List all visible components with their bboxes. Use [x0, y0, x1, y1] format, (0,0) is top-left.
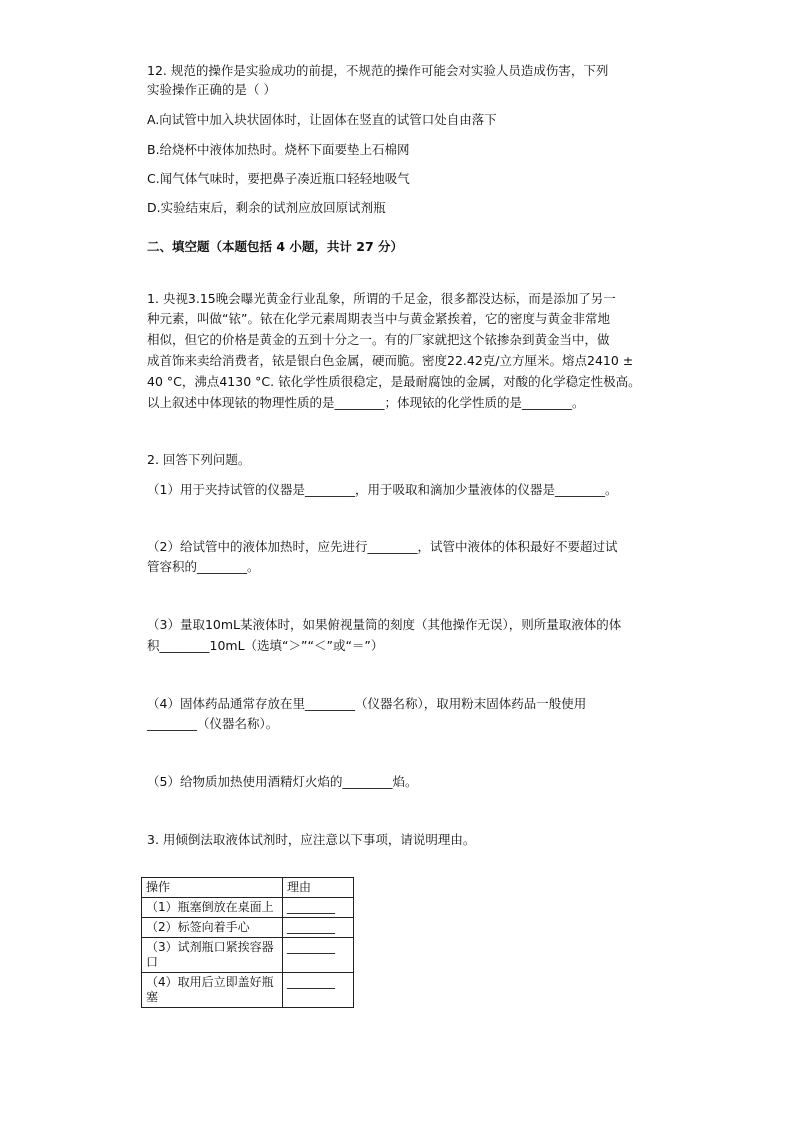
q2-part4-line2: ________（仪器名称）。	[147, 716, 279, 731]
q2-intro: 2. 回答下列问题。	[147, 452, 251, 467]
q2-part2-line1: （2）给试管中的液体加热时，应先进行________，试管中液体的体积最好不要超过试	[147, 539, 618, 554]
q12-option-a: A.向试管中加入块状固体时，让固体在竖直的试管口处自由落下	[147, 112, 497, 127]
q2-part3-line2: 积________10mL（选填“＞”“＜”或“＝”）	[147, 638, 384, 653]
q1-line5: 40 °C，沸点4130 °C. 铱化学性质很稳定，是最耐腐蚀的金属，对酸的化学稳定性极高。	[147, 374, 641, 389]
table-row	[142, 898, 354, 918]
table-cell-reason: ________	[283, 898, 354, 918]
table-row	[142, 973, 354, 1008]
q3-intro: 3. 用倾倒法取液体试剂时，应注意以下事项，请说明理由。	[147, 832, 476, 847]
q12-stem-line2: 实验操作正确的是（ ）	[147, 82, 276, 97]
table-cell-reason: ________	[283, 973, 354, 1008]
section-heading: 二、填空题（本题包括 4 小题，共计 27 分）	[147, 239, 404, 254]
table-cell-op: （2）标签向着手心	[142, 918, 283, 938]
q12-option-c: C.闻气体气味时，要把鼻子凑近瓶口轻轻地吸气	[147, 171, 410, 186]
table-cell-reason: ________	[283, 918, 354, 938]
q1-line3: 相似，但它的价格是黄金的五到十分之一。有的厂家就把这个铱掺杂到黄金当中，做	[147, 332, 610, 347]
q12-option-d: D.实验结束后，剩余的试剂应放回原试剂瓶	[147, 200, 386, 215]
q2-part5: （5）给物质加热使用酒精灯火焰的________焰。	[147, 774, 418, 789]
q2-part3-line1: （3）量取10mL某液体时，如果俯视量筒的刻度（其他操作无误），则所量取液体的体	[147, 617, 622, 632]
q2-part2-line2: 管容积的________。	[147, 559, 260, 574]
table-cell-op: （3）试剂瓶口紧挨容器口	[142, 938, 283, 973]
q3-table	[141, 877, 354, 1008]
q1-line2: 种元素，叫做“铱”。铱在化学元素周期表当中与黄金紧挨着，它的密度与黄金非常地	[147, 311, 610, 326]
table-cell-op: （4）取用后立即盖好瓶塞	[142, 973, 283, 1008]
table-cell-reason: ________	[283, 938, 354, 973]
q1-line1: 1. 央视3.15晚会曝光黄金行业乱象，所谓的千足金，很多都没达标，而是添加了另一	[147, 291, 616, 306]
q1-line6: 以上叙述中体现铱的物理性质的是________；体现铱的化学性质的是________。	[147, 395, 585, 410]
q2-part1: （1）用于夹持试管的仪器是________，用于吸取和滴加少量液体的仪器是________。	[147, 482, 618, 497]
q1-line4: 成首饰来卖给消费者，铱是银白色金属，硬而脆。密度22.42克/立方厘米。熔点2410 ±	[147, 353, 634, 368]
table-header-reason: 理由	[283, 878, 354, 898]
table-row	[142, 918, 354, 938]
q12-option-b: B.给烧杯中液体加热时。烧杯下面要垫上石棉网	[147, 142, 410, 157]
table-header-op: 操作	[142, 878, 283, 898]
q12-stem-line1: 12. 规范的操作是实验成功的前提，不规范的操作可能会对实验人员造成伤害，下列	[147, 63, 609, 78]
table-cell-op: （1）瓶塞倒放在桌面上	[142, 898, 283, 918]
q2-part4-line1: （4）固体药品通常存放在里________（仪器名称），取用粉末固体药品一般使用	[147, 696, 587, 711]
table-header-row	[142, 878, 354, 898]
table-row	[142, 938, 354, 973]
